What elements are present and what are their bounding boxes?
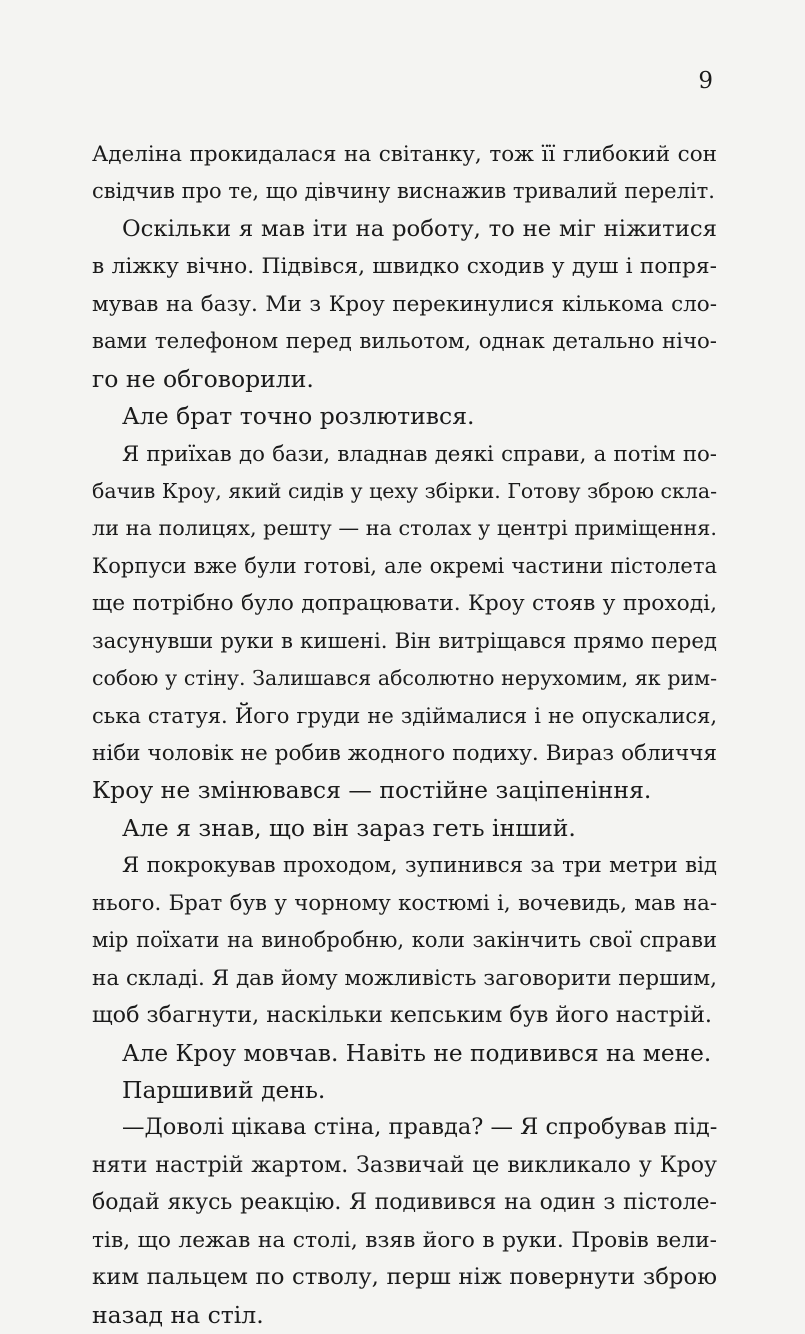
text-line: ким пальцем по стволу, перш ніж повернути зброю <box>92 1264 717 1291</box>
text-line: бачив Кроу, який сидів у цеху збірки. Готову зброю скла- <box>92 478 717 503</box>
page-number: 9 <box>698 68 713 94</box>
text-line: мір поїхати на винобробню, коли закінчить свої справи <box>92 928 717 953</box>
text-line: го не обговорили. <box>92 364 314 393</box>
text-line: собою у стіну. Залишався абсолютно нерухомим, як рим- <box>92 666 717 691</box>
text-line: Паршивий день. <box>122 1075 326 1104</box>
text-line: Але Кроу мовчав. Навіть не подивився на мене. <box>122 1039 712 1067</box>
text-line: тів, що лежав на столі, взяв його в руки. Провів вели- <box>92 1227 717 1253</box>
text-line: засунувши руки в кишені. Він витріщався прямо перед <box>92 628 717 654</box>
text-line: Але я знав, що він зараз геть інший. <box>122 813 576 842</box>
text-line: Корпуси вже були готові, але окремі частини пістолета <box>92 553 717 578</box>
text-line: Кроу не змінювався — постійне заціпеніння. <box>92 776 652 805</box>
text-line: ська статуя. Його груди не здіймалися і не опускалися, <box>92 703 717 728</box>
text-line: Але брат точно розлютився. <box>122 402 475 431</box>
text-line: Оскільки я мав іти на роботу, то не міг ніжитися <box>122 215 717 242</box>
text-line: щоб збагнути, наскільки кепським був його настрій. <box>92 1002 713 1029</box>
text-line: ще потрібно було допрацювати. Кроу стояв у проході, <box>92 591 717 617</box>
text-line: бодай якусь реакцію. Я подивився на один з пістоле- <box>92 1190 717 1216</box>
text-line: —Доволі цікава стіна, правда? — Я спробував під- <box>122 1114 718 1141</box>
text-line: ніби чоловік не робив жодного подиху. Вираз обличчя <box>92 741 717 766</box>
text-line: Я приїхав до бази, владнав деякі справи, а потім по- <box>122 441 717 467</box>
text-line: ли на полицях, решту — на столах у центрі приміщення. <box>92 516 717 541</box>
text-line: свідчив про те, що дівчину виснажив тривалий переліт. <box>92 179 715 204</box>
text-line: назад на стіл. <box>92 1300 264 1329</box>
text-line: вами телефоном перед вильотом, однак детально нічо- <box>92 329 717 355</box>
text-line: мував на базу. Ми з Кроу перекинулися кількома сло- <box>92 291 717 317</box>
text-line: Я покрокував проходом, зупинився за три метри від <box>122 853 717 879</box>
text-line: Аделіна прокидалася на світанку, тож її глибокий сон <box>92 142 717 167</box>
text-line: няти настрій жартом. Зазвичай це викликало у Кроу <box>92 1152 717 1178</box>
text-line: в ліжку вічно. Підвівся, швидко сходив у душ і попря- <box>92 254 717 280</box>
body-text <box>92 136 717 1334</box>
text-line: на складі. Я дав йому можливість заговорити першим, <box>92 965 717 991</box>
text-line: нього. Брат був у чорному костюмі і, вочевидь, мав на- <box>92 890 717 916</box>
